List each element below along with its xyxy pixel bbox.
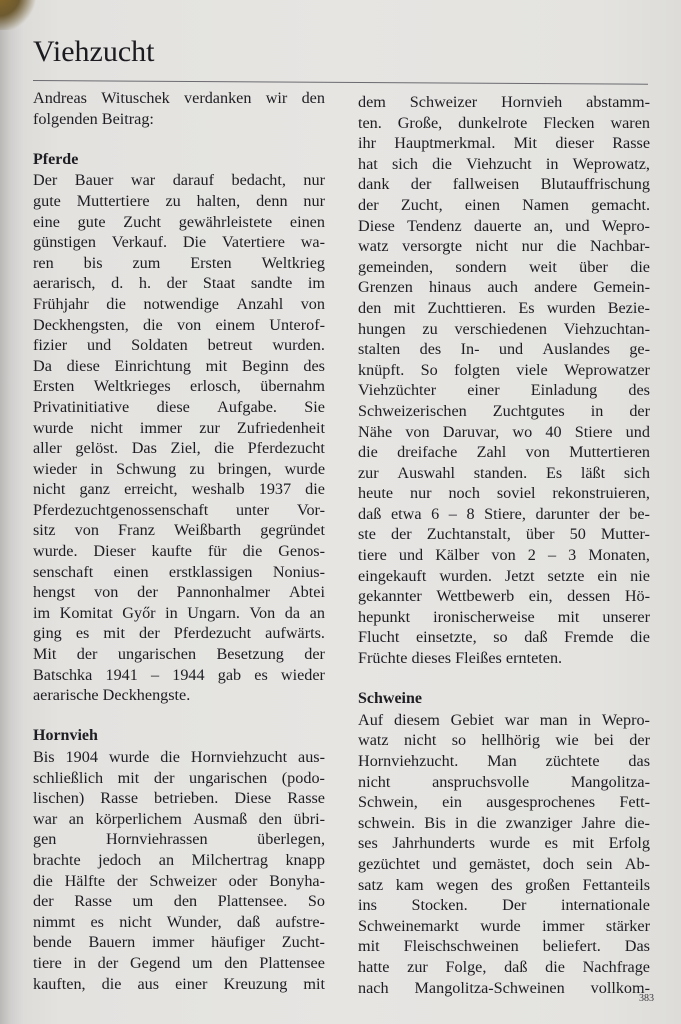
- text-line: die Hälfte der Schweizer oder Bonyha-: [33, 871, 325, 890]
- text-line: hungen zu verschiedenen Viehzuchtan-: [358, 319, 650, 338]
- section-heading: Hornvieh: [33, 727, 98, 745]
- text-line: lischen) Rasse betrieben. Diese Rasse: [33, 789, 325, 808]
- text-line: war an körperlichem Ausmaß den übri-: [33, 809, 325, 828]
- text-line: stalten des In- und Auslandes ge-: [358, 340, 650, 359]
- text-line: gezüchtet und gemästet, doch sein Ab-: [358, 854, 650, 873]
- text-line: Ersten Weltkrieges erlosch, übernahm: [33, 377, 325, 396]
- section-pferde: [33, 150, 325, 706]
- text-line: tiere und Kälber von 2 – 3 Monaten,: [358, 546, 650, 565]
- text-line: Viehzüchter einer Einladung des: [358, 381, 650, 400]
- text-line: watz versorgte nicht nur die Nachbar-: [358, 237, 650, 256]
- text-line: watz nicht so hellhörig wie bei der: [358, 731, 650, 750]
- intro-paragraph: [33, 88, 325, 129]
- title-rule: [33, 80, 648, 85]
- text-line: Schweizerischen Zuchtgutes in der: [358, 401, 650, 420]
- text-line: gemeinden, sondern weit über die: [358, 257, 650, 276]
- text-line: Deckhengsten, die von einem Unterof-: [33, 315, 325, 334]
- text-line: aerarisch, d. h. der Staat sandte im: [33, 274, 325, 293]
- text-line: im Komitat Győr in Ungarn. Von da an: [33, 603, 325, 622]
- text-line: daß etwa 6 – 8 Stiere, darunter der be-: [358, 504, 650, 523]
- text-line: Privatinitiative diese Aufgabe. Sie: [33, 397, 325, 416]
- text-line: Schweinemarkt wurde immer stärker: [358, 916, 650, 935]
- text-line: gekannter Wettbewerb ein, dessen Hö-: [358, 587, 650, 606]
- text-line: senschaft einen erstklassigen Nonius-: [33, 562, 325, 581]
- text-line: nicht ganz erreicht, weshalb 1937 die: [33, 480, 325, 499]
- text-line: hat sich die Viehzucht in Weprowatz,: [358, 154, 650, 173]
- text-line: kauften, die aus einer Kreuzung mit: [33, 974, 325, 993]
- text-line: die dreifache Zahl von Muttertieren: [358, 443, 650, 462]
- text-line: ins Stocken. Der internationale: [358, 896, 650, 915]
- text-line: mit Fleischschweinen beliefert. Das: [358, 937, 650, 956]
- left-column: [33, 88, 325, 994]
- text-line: Da diese Einrichtung mit Beginn des: [33, 356, 325, 375]
- page-number: 383: [639, 993, 654, 1004]
- text-line: aller gelöst. Das Ziel, die Pferdezucht: [33, 439, 325, 458]
- text-line: Grenzen hinaus auch andere Gemein-: [358, 278, 650, 297]
- section-heading: Pferde: [33, 150, 79, 168]
- text-line: Schwein, ein ausgesprochenes Fett-: [358, 793, 650, 812]
- text-line: nach Mangolitza-Schweinen vollkom-: [358, 978, 650, 997]
- text-line: aerarische Deckhengste.: [33, 686, 191, 705]
- text-line: satz kam wegen des großen Fettanteils: [358, 875, 650, 894]
- section-body: [358, 710, 650, 998]
- page-corner-shadow: [0, 0, 40, 30]
- text-line: Pferdezuchtgenossenschaft unter Vor-: [33, 500, 325, 519]
- text-line: fizier und Soldaten betreut wurden.: [33, 336, 325, 355]
- text-line: ihr Hauptmerkmal. Mit dieser Rasse: [358, 134, 650, 153]
- text-line: nicht anspruchsvolle Mangolitza-: [358, 772, 650, 791]
- text-line: Auf diesem Gebiet war man in Wepro-: [358, 710, 650, 729]
- text-line: schließlich mit der ungarischen (podo-: [33, 768, 325, 787]
- text-line: Früchte dieses Fleißes ernteten.: [358, 649, 563, 668]
- text-line: Flucht einsetzte, so daß Fremde die: [358, 628, 650, 647]
- text-line: wurde nicht immer zur Zufriedenheit: [33, 418, 325, 437]
- text-line: hatte zur Folge, daß die Nachfrage: [358, 957, 650, 976]
- text-line: heute nur noch soviel rekonstruieren,: [358, 484, 650, 503]
- text-line: gute Muttertiere zu halten, denn nur: [33, 191, 325, 210]
- text-line: Diese Tendenz dauerte an, und Wepro-: [358, 216, 650, 235]
- text-line: zur Auswahl standen. Es läßt sich: [358, 463, 650, 482]
- text-line: bende Bauern immer häufiger Zucht-: [33, 933, 325, 952]
- text-line: ging es mit der Pferdezucht aufwärts.: [33, 624, 325, 643]
- text-line: ses Jahrhunderts wurde es mit Erfolg: [358, 834, 650, 853]
- text-line: ste der Zuchtanstalt, über 50 Mutter-: [358, 525, 650, 544]
- text-line: Mit der ungarischen Besetzung der: [33, 645, 325, 664]
- text-line: den mit Zuchttieren. Es wurden Bezie-: [358, 298, 650, 317]
- text-line: wurde. Dieser kaufte für die Genos-: [33, 542, 325, 561]
- page-title: Viehzucht: [33, 35, 155, 68]
- text-line: eingekauft wurden. Jetzt setzte ein nie: [358, 566, 650, 585]
- text-line: Der Bauer war darauf bedacht, nur: [33, 171, 325, 190]
- continuation-paragraph: [358, 92, 650, 669]
- text-line: Hornviehzucht. Man züchtete das: [358, 752, 650, 770]
- text-line: günstigen Verkauf. Die Vatertiere wa-: [33, 233, 325, 252]
- text-line: tiere in der Gegend um den Plattensee: [33, 953, 325, 972]
- right-column: [358, 92, 650, 998]
- text-line: hengst von der Pannonhalmer Abtei: [33, 583, 325, 602]
- text-line: Frühjahr die notwendige Anzahl von: [33, 294, 325, 313]
- text-line: dank der fallweisen Blutauffrischung: [358, 175, 650, 194]
- text-line: hepunkt ironischerweise mit unserer: [358, 607, 650, 626]
- text-line: ren bis zum Ersten Weltkrieg: [33, 253, 325, 272]
- text-line: nimmt es nicht Wunder, daß aufstre-: [33, 912, 325, 931]
- text-line: dem Schweizer Hornvieh abstamm-: [358, 93, 650, 111]
- text-line: sitz von Franz Weißbarth gegründet: [33, 521, 325, 540]
- text-line: gen Hornviehrassen überlegen,: [33, 830, 325, 849]
- section-schweine: [358, 689, 650, 998]
- text-line: ten. Große, dunkelrote Flecken waren: [358, 113, 650, 132]
- text-line: knüpft. So folgten viele Weprowatzer: [358, 360, 650, 379]
- text-line: brachte jedoch an Milchertrag knapp: [33, 850, 325, 869]
- text-line: Nähe von Daruvar, wo 40 Stiere und: [358, 422, 650, 441]
- text-line: der Zucht, einen Namen gemacht.: [358, 195, 650, 214]
- text-line: Bis 1904 wurde die Hornviehzucht aus-: [33, 748, 325, 766]
- section-body: [33, 747, 325, 994]
- section-body: [33, 170, 325, 705]
- text-line: eine gute Zucht gewährleistete einen: [33, 212, 325, 231]
- text-line: wieder in Schwung zu bringen, wurde: [33, 459, 325, 478]
- text-line: Andreas Wituschek verdanken wir den: [33, 89, 325, 107]
- section-heading: Schweine: [358, 690, 422, 708]
- section-hornvieh: [33, 726, 325, 994]
- text-line: der Rasse um den Plattensee. So: [33, 892, 325, 911]
- text-line: Batschka 1941 – 1944 gab es wieder: [33, 665, 325, 684]
- text-line: schwein. Bis in die zwanziger Jahre die-: [358, 813, 650, 832]
- text-line: folgenden Beitrag:: [33, 109, 154, 128]
